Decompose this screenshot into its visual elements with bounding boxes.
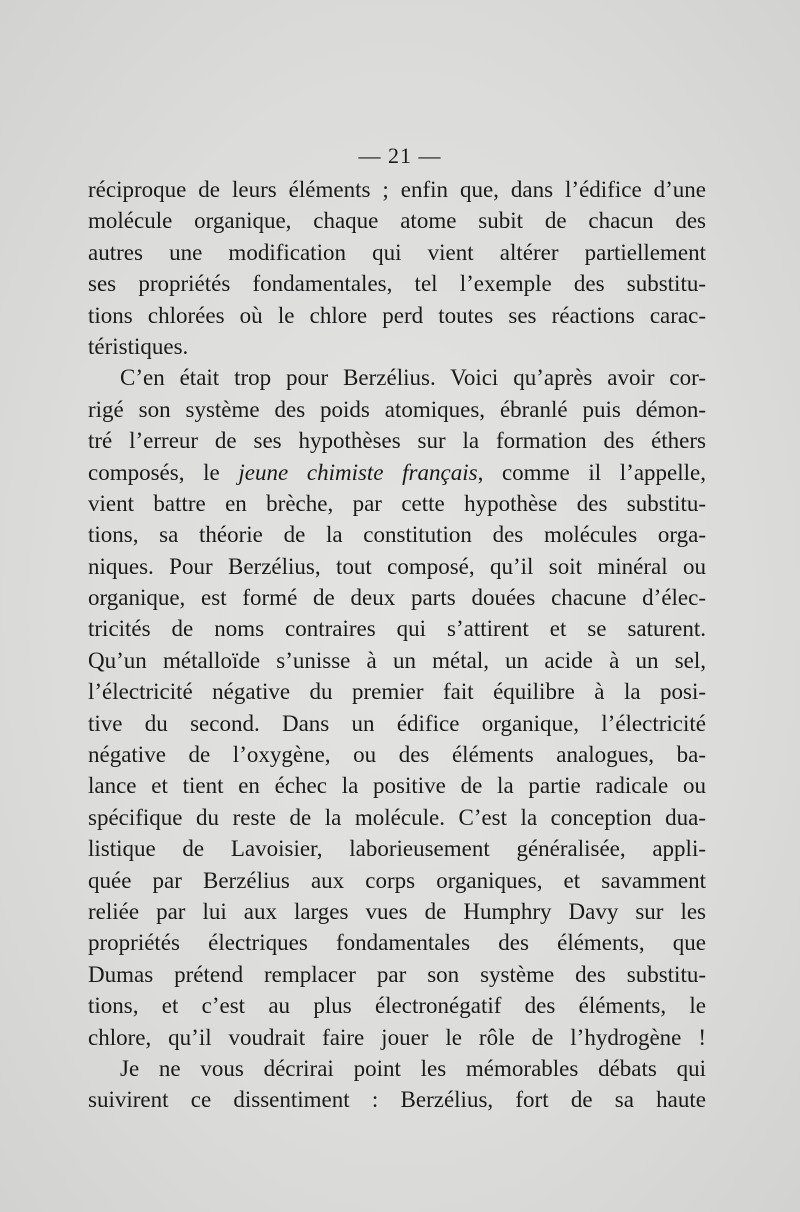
text-line: vient battre en brèche, par cette hypothèse des substitu-	[88, 490, 706, 516]
text-line: autres une modification qui vient altérer partiellement	[88, 239, 706, 265]
text-line: Qu’un métalloïde s’unisse à un métal, un acide à un sel,	[88, 647, 706, 673]
text-line: tions chlorées où le chlore perd toutes ses réactions carac-	[88, 302, 706, 328]
text-line: tricités de noms contraires qui s’attirent et se saturent.	[88, 616, 706, 642]
text-line: niques. Pour Berzélius, tout composé, qu’il soit minéral ou	[88, 553, 706, 579]
text-line: tive du second. Dans un édifice organique, l’électricité	[88, 710, 706, 736]
body-text	[88, 174, 706, 1116]
text-line: suivirent ce dissentiment : Berzélius, fort de sa haute	[88, 1087, 706, 1113]
text-line: quée par Berzélius aux corps organiques, et savamment	[88, 867, 706, 893]
italic-phrase: jeune chimiste français	[238, 459, 478, 485]
text-line: réciproque de leurs éléments ; enfin que, dans l’édifice d’une	[88, 177, 706, 202]
text-line: organique, est formé de deux parts douées chacune d’élec-	[88, 585, 706, 611]
text-line: négative de l’oxygène, ou des éléments analogues, ba-	[88, 742, 706, 768]
text-line: propriétés électriques fondamentales des éléments, que	[88, 930, 706, 956]
text-line: molécule organique, chaque atome subit de chacun des	[88, 208, 706, 234]
text-line: spécifique du reste de la molécule. C’est la conception dua-	[88, 804, 706, 830]
text-line: ses propriétés fondamentales, tel l’exemple des substitu-	[88, 271, 706, 297]
text-line: Je ne vous décrirai point les mémorables débats qui	[120, 1055, 706, 1081]
text-line: chlore, qu’il voudrait faire jouer le rôle de l’hydrogène !	[88, 1024, 706, 1050]
text-line: tré l’erreur de ses hypothèses sur la formation des éthers	[88, 428, 706, 454]
page-number: — 21 —	[358, 143, 442, 168]
text-line: Dumas prétend remplacer par son système des substitu-	[88, 961, 706, 987]
text-line: listique de Lavoisier, laborieusement généralisée, appli-	[88, 836, 706, 862]
text-line: reliée par lui aux larges vues de Humphry Davy sur les	[88, 898, 706, 924]
text-line: lance et tient en échec la positive de la partie radicale ou	[88, 773, 706, 799]
text-line: tions, et c’est au plus électronégatif des éléments, le	[88, 993, 706, 1019]
text-line: rigé son système des poids atomiques, ébranlé puis démon-	[88, 396, 706, 422]
text-line-with-italic: composés, le jeune chimiste français, comme il l’appelle,	[88, 459, 706, 485]
text-line: téristiques.	[88, 333, 189, 359]
text-line: l’électricité négative du premier fait équilibre à la posi-	[88, 679, 706, 705]
text-line: tions, sa théorie de la constitution des molécules orga-	[88, 522, 706, 548]
text-line: C’en était trop pour Berzélius. Voici qu’après avoir cor-	[120, 365, 706, 391]
